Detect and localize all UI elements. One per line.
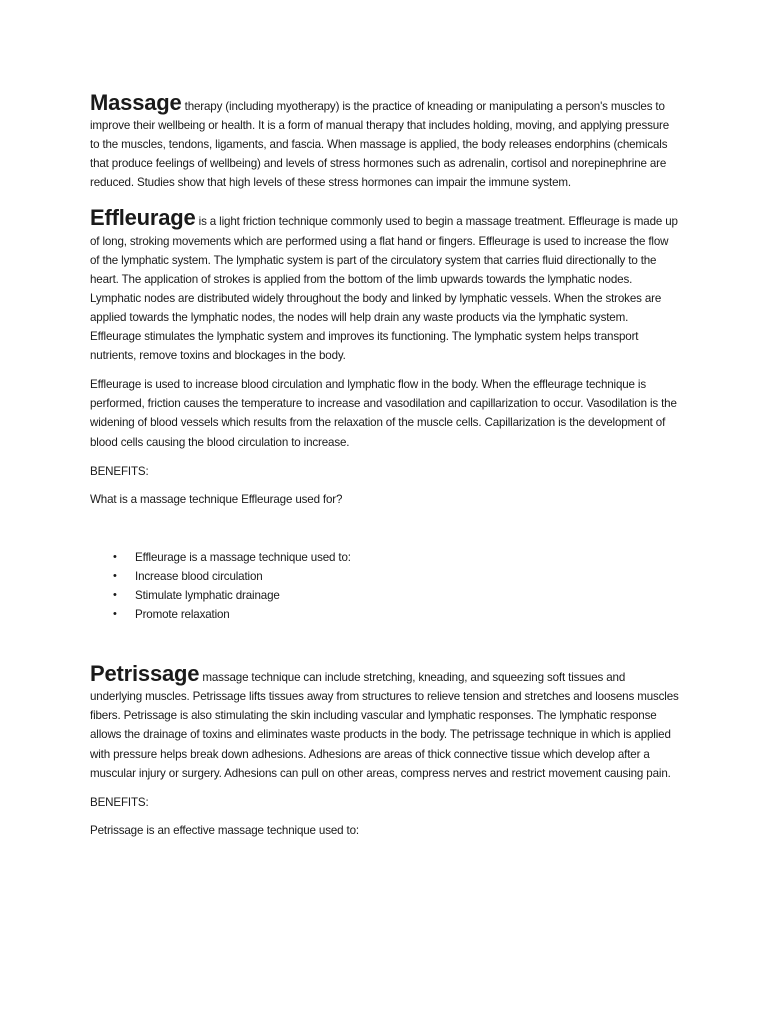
list-item	[90, 548, 680, 567]
effleurage-circulation-paragraph: Effleurage is used to increase blood circulation and lymphatic flow in the body. When the effleurage technique is performed, friction causes the temperature to increase and vasodilation and capillarization to occur. Vasodilation is the widening of blood vessels which results from the relaxation of the muscle cells. Capillarization is the development of blood cells causing the blood circulation to increase.	[90, 378, 677, 449]
effleurage-benefits-label: BENEFITS:	[90, 464, 149, 478]
list-item-text: Stimulate lymphatic drainage	[135, 588, 280, 602]
massage-body-text: therapy (including myotherapy) is the practice of kneading or manipulating a person's muscles to improve their wellbeing or health. It is a form of manual therapy that includes holding, moving, and applying pressure to the muscles, tendons, ligaments, and fascia. When massage is applied, the body releases endorphins (chemicals that produce feelings of wellbeing) and levels of stress hormones such as adrenalin, cortisol and norepinephrine are reduced. Studies show that high levels of these stress hormones can impair the immune system.	[90, 100, 670, 190]
bullet-icon: •	[113, 550, 117, 563]
effleurage-paragraph	[90, 205, 680, 365]
massage-heading: Massage	[90, 90, 182, 115]
petrissage-heading: Petrissage	[90, 661, 200, 687]
petrissage-intro: Petrissage is an effective massage technique used to:	[90, 823, 359, 837]
petrissage-benefits-label: BENEFITS:	[90, 795, 149, 809]
petrissage-paragraph	[90, 661, 680, 783]
bullet-icon: •	[113, 588, 117, 601]
massage-paragraph	[90, 90, 680, 192]
petrissage-body-text: massage technique can include stretching, kneading, and squeezing soft tissues and underlying muscles. Petrissage lifts tissues away from structures to relieve tension and stretches and loosens muscles fibers. Petrissage is also stimulating the skin including vascular and lymphatic responses. The lymphatic response allows the drainage of toxins and eliminates waste products in the body. The petrissage technique in which is applied with pressure helps break down adhesions. Adhesions are areas of thick connective tissue which develop after a muscular injury or surgery. Adhesions can pull on other areas, compress nerves and restrict movement causing pain.	[90, 671, 679, 780]
document-page	[90, 90, 680, 840]
bullet-icon: •	[113, 608, 117, 621]
list-item-text: Promote relaxation	[135, 608, 230, 622]
effleurage-body-text: is a light friction technique commonly used to begin a massage treatment. Effleurage is made up of long, stroking movements which are performed using a flat hand or fingers. Effleurage is used to increase the flow of the lymphatic system. The lymphatic system is part of the circulatory system that carries fluid directionally to the heart. The application of strokes is applied from the bottom of the limb upwards towards the lymphatic nodes. Lymphatic nodes are distributed widely throughout the body and linked by lymphatic vessels. When the strokes are applied towards the lymphatic nodes, the nodes will help drain any waste products via the lymphatic system. Effleurage stimulates the lymphatic system and improves its functioning. The lymphatic system helps transport nutrients, remove toxins and blockages in the body.	[90, 215, 678, 363]
list-item	[90, 605, 680, 624]
effleurage-benefits-list	[90, 548, 680, 624]
bullet-icon: •	[113, 569, 117, 582]
effleurage-heading: Effleurage	[90, 205, 196, 231]
list-item-text: Increase blood circulation	[135, 569, 263, 583]
list-item	[90, 567, 680, 586]
list-item	[90, 586, 680, 605]
list-item-text: Effleurage is a massage technique used to:	[135, 550, 351, 564]
effleurage-question: What is a massage technique Effleurage used for?	[90, 492, 343, 506]
